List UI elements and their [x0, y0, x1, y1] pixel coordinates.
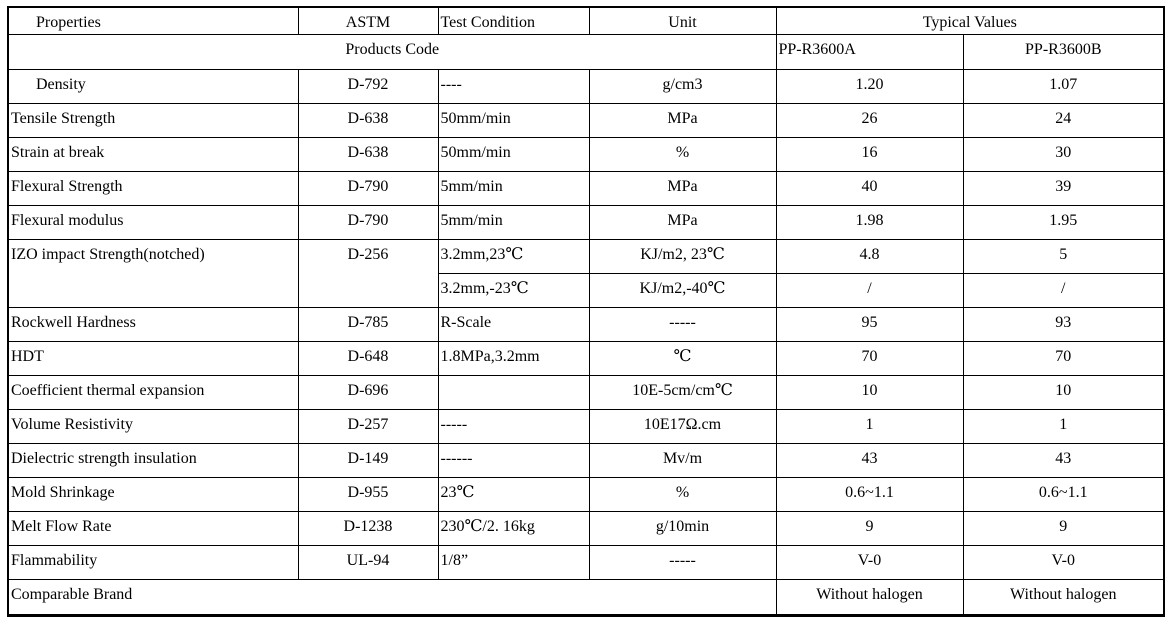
cell-unit: KJ/m2,-40℃ — [589, 273, 776, 307]
cell-value-b: 9 — [963, 511, 1164, 545]
cell-astm: D-792 — [298, 69, 438, 103]
grade-b-header: PP-R3600B — [963, 34, 1164, 69]
col-header-properties: Properties — [8, 7, 298, 34]
cell-property: Melt Flow Rate — [8, 511, 298, 545]
cell-astm: D-149 — [298, 443, 438, 477]
cell-property: Coefficient thermal expansion — [8, 375, 298, 409]
cell-value-a: 70 — [776, 341, 963, 375]
cell-value-b: 43 — [963, 443, 1164, 477]
col-header-astm: ASTM — [298, 7, 438, 34]
cell-test-condition: ------ — [438, 443, 589, 477]
cell-property: Volume Resistivity — [8, 409, 298, 443]
cell-value-a: 1.20 — [776, 69, 963, 103]
cell-value-a: Without halogen — [776, 579, 963, 615]
cell-property: Tensile Strength — [8, 103, 298, 137]
cell-unit: Mv/m — [589, 443, 776, 477]
cell-value-b: 10 — [963, 375, 1164, 409]
cell-astm: UL-94 — [298, 545, 438, 579]
cell-unit: 10E17Ω.cm — [589, 409, 776, 443]
col-header-unit: Unit — [589, 7, 776, 34]
header-row — [8, 7, 1164, 34]
cell-value-a: 10 — [776, 375, 963, 409]
cell-value-b: 1.07 — [963, 69, 1164, 103]
cell-astm: D-638 — [298, 137, 438, 171]
row-flexural-strength — [8, 171, 1164, 205]
products-code-row — [8, 34, 1164, 69]
cell-astm: D-638 — [298, 103, 438, 137]
cell-test-condition: 50mm/min — [438, 103, 589, 137]
row-hdt — [8, 341, 1164, 375]
cell-value-b: 24 — [963, 103, 1164, 137]
cell-property: Rockwell Hardness — [8, 307, 298, 341]
row-flexural-modulus — [8, 205, 1164, 239]
cell-test-condition: 23℃ — [438, 477, 589, 511]
cell-value-a: 40 — [776, 171, 963, 205]
cell-test-condition: ---- — [438, 69, 589, 103]
cell-unit: ℃ — [589, 341, 776, 375]
cell-astm: D-785 — [298, 307, 438, 341]
cell-unit: ----- — [589, 307, 776, 341]
cell-value-a: 16 — [776, 137, 963, 171]
cell-astm: D-696 — [298, 375, 438, 409]
cell-value-a: 1.98 — [776, 205, 963, 239]
cell-test-condition: 1/8” — [438, 545, 589, 579]
cell-value-a: 43 — [776, 443, 963, 477]
cell-property: Flexural modulus — [8, 205, 298, 239]
cell-astm: D-256 — [298, 239, 438, 307]
cell-value-b: 0.6~1.1 — [963, 477, 1164, 511]
cell-value-b: 1 — [963, 409, 1164, 443]
cell-property: Mold Shrinkage — [8, 477, 298, 511]
cell-unit: MPa — [589, 205, 776, 239]
col-header-typical-values: Typical Values — [776, 7, 1164, 34]
cell-value-b: 5 — [963, 239, 1164, 273]
cell-value-a: 4.8 — [776, 239, 963, 273]
grade-a-header: PP-R3600A — [776, 34, 963, 69]
cell-property: Density — [8, 69, 298, 103]
row-izo-impact-1 — [8, 239, 1164, 273]
cell-property: IZO impact Strength(notched) — [8, 239, 298, 307]
cell-test-condition: 50mm/min — [438, 137, 589, 171]
row-flammability — [8, 545, 1164, 579]
products-code-label: Products Code — [8, 34, 776, 69]
row-tensile-strength — [8, 103, 1164, 137]
cell-test-condition: ----- — [438, 409, 589, 443]
cell-value-a: 1 — [776, 409, 963, 443]
cell-astm: D-648 — [298, 341, 438, 375]
cell-unit: % — [589, 477, 776, 511]
cell-value-b: / — [963, 273, 1164, 307]
cell-value-b: 1.95 — [963, 205, 1164, 239]
cell-test-condition: 1.8MPa,3.2mm — [438, 341, 589, 375]
cell-test-condition: 3.2mm,-23℃ — [438, 273, 589, 307]
cell-value-b: 39 — [963, 171, 1164, 205]
cell-value-a: / — [776, 273, 963, 307]
cell-property: Strain at break — [8, 137, 298, 171]
material-properties-table — [7, 6, 1165, 617]
cell-astm: D-790 — [298, 205, 438, 239]
cell-value-b: 93 — [963, 307, 1164, 341]
row-melt-flow-rate — [8, 511, 1164, 545]
cell-test-condition: 5mm/min — [438, 171, 589, 205]
comparable-brand-row — [8, 579, 1164, 615]
col-header-test-condition: Test Condition — [438, 7, 589, 34]
cell-property: Dielectric strength insulation — [8, 443, 298, 477]
cell-test-condition: 3.2mm,23℃ — [438, 239, 589, 273]
cell-value-b: Without halogen — [963, 579, 1164, 615]
cell-property: HDT — [8, 341, 298, 375]
cell-test-condition: R-Scale — [438, 307, 589, 341]
cell-astm: D-257 — [298, 409, 438, 443]
cell-unit: MPa — [589, 171, 776, 205]
cell-astm: D-955 — [298, 477, 438, 511]
cell-unit: 10E-5cm/cm℃ — [589, 375, 776, 409]
row-dielectric-strength — [8, 443, 1164, 477]
cell-property: Flexural Strength — [8, 171, 298, 205]
row-thermal-expansion — [8, 375, 1164, 409]
cell-value-a: 26 — [776, 103, 963, 137]
cell-astm: D-790 — [298, 171, 438, 205]
cell-unit: KJ/m2, 23℃ — [589, 239, 776, 273]
cell-test-condition: 230℃/2. 16kg — [438, 511, 589, 545]
cell-unit: g/cm3 — [589, 69, 776, 103]
cell-value-a: 0.6~1.1 — [776, 477, 963, 511]
cell-test-condition: 5mm/min — [438, 205, 589, 239]
cell-property: Flammability — [8, 545, 298, 579]
row-rockwell-hardness — [8, 307, 1164, 341]
cell-value-b: 70 — [963, 341, 1164, 375]
cell-value-b: 30 — [963, 137, 1164, 171]
cell-unit: MPa — [589, 103, 776, 137]
cell-astm: D-1238 — [298, 511, 438, 545]
row-volume-resistivity — [8, 409, 1164, 443]
cell-value-a: 9 — [776, 511, 963, 545]
cell-unit: g/10min — [589, 511, 776, 545]
row-strain-at-break — [8, 137, 1164, 171]
cell-value-b: V-0 — [963, 545, 1164, 579]
comparable-brand-label: Comparable Brand — [8, 579, 776, 615]
cell-unit: % — [589, 137, 776, 171]
cell-value-a: V-0 — [776, 545, 963, 579]
cell-test-condition — [438, 375, 589, 409]
cell-unit: ----- — [589, 545, 776, 579]
row-mold-shrinkage — [8, 477, 1164, 511]
cell-value-a: 95 — [776, 307, 963, 341]
row-density — [8, 69, 1164, 103]
